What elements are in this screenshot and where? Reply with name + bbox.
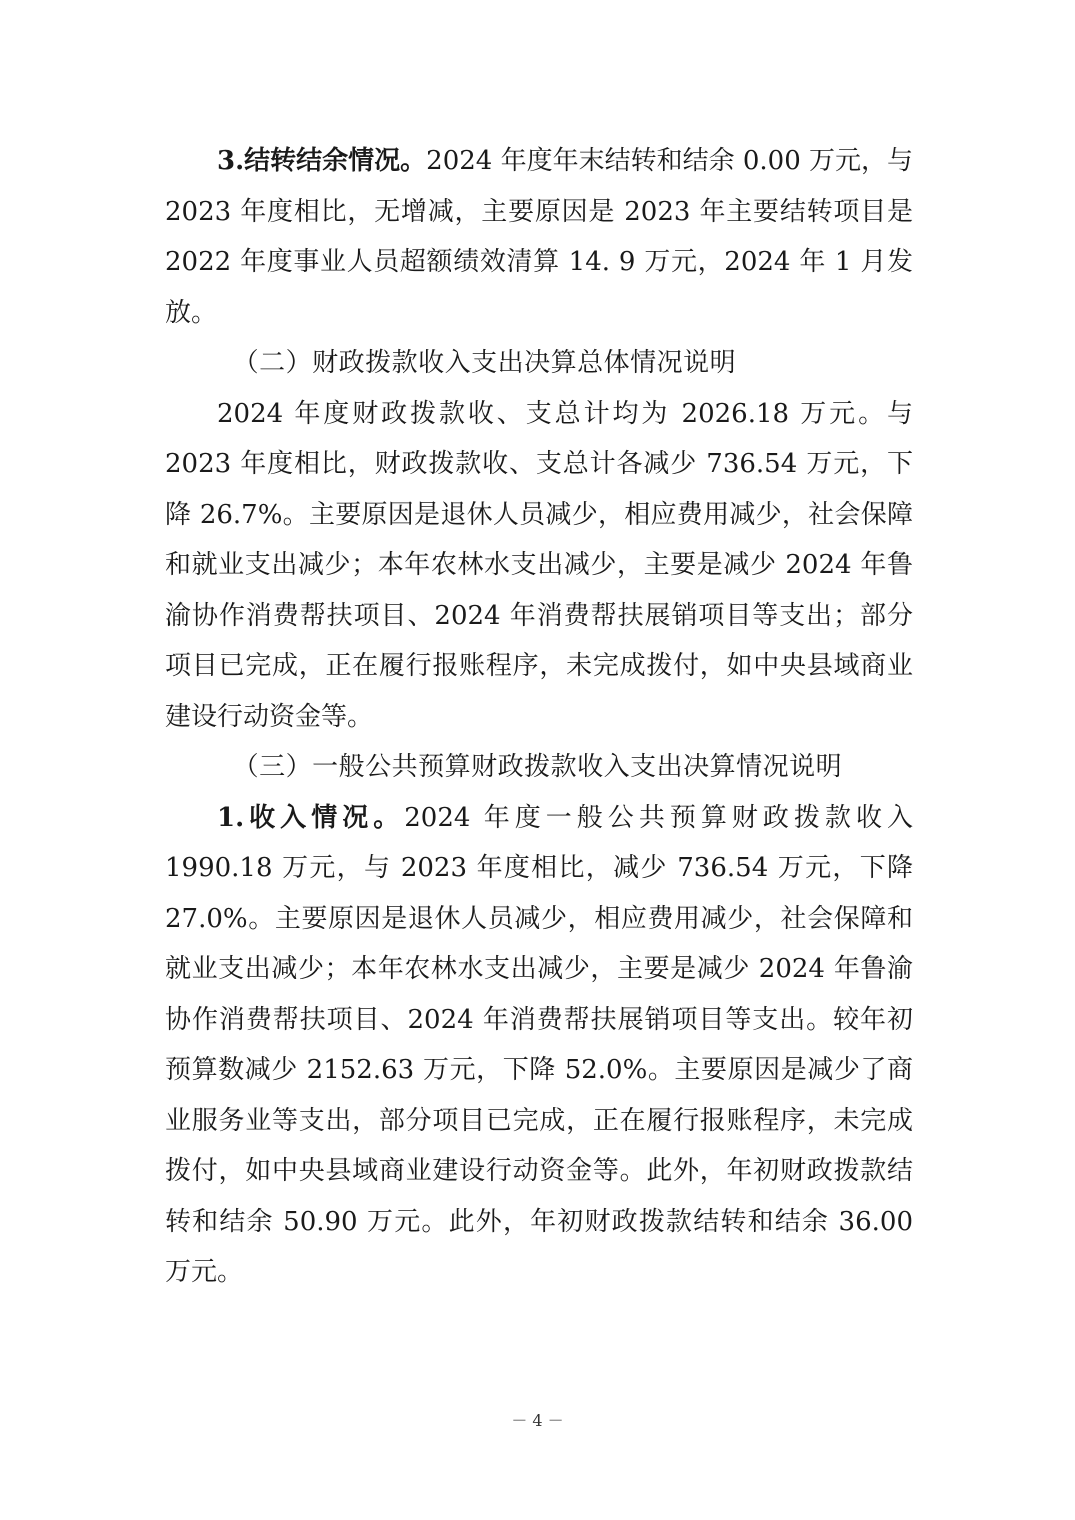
page-number: － 4 － xyxy=(511,1411,564,1430)
paragraph-lead: 3.结转结余情况。 xyxy=(217,146,427,176)
paragraph-income-situation xyxy=(165,793,913,1298)
section-heading-3: （三）一般公共预算财政拨款收入支出决算情况说明 xyxy=(232,752,843,782)
paragraph-text: 2024 年度年末结转和结余 0.00 万元，与 2023 年度相比，无增减，主要原因是 2023 年主要结转项目是 2022 年度事业人员超额绩效清算 14. 9 万元，2024 年 1 月发放。 xyxy=(165,146,914,328)
paragraph-lead: 1.收入情况。 xyxy=(217,802,405,833)
document-body xyxy=(165,136,913,1298)
paragraph-carryover-balance xyxy=(165,136,913,338)
paragraph-fiscal-overall xyxy=(165,389,913,743)
paragraph-text: 2024 年度财政拨款收、支总计均为 2026.18 万元。与 2023 年度相比，财政拨款收、支总计各减少 736.54 万元，下降 26.7%。主要原因是退休人员减少，相应费用减少，社会保障和就业支出减少；本年农林水支出减少，主要是减少 2024 年鲁渝协作消费帮扶项目、2024 年消费帮扶展销项目等支出；部分项目已完成，正在履行报账程序，未完成拨付，如中央县域商业建设行动资金等。 xyxy=(165,398,913,732)
paragraph-text: 2024 年度一般公共预算财政拨款收入 1990.18 万元，与 2023 年度相比，减少 736.54 万元，下降 27.0%。主要原因是退休人员减少，相应费用减少，社会保障和就业支出减少；本年农林水支出减少，主要是减少 2024 年鲁渝协作消费帮扶项目、2024 年消费帮扶展销项目等支出。较年初预算数减少 2152.63 万元，下降 52.0%。主要原因是减少了商业服务业等支出，部分项目已完成，正在履行报账程序，未完成拨付，如中央县域商业建设行动资金等。此外，年初财政拨款结转和结余 50.90 万元。此外，年初财政拨款结转和结余 36.00 万元。 xyxy=(165,802,913,1287)
section-heading-2: （二）财政拨款收入支出决算总体情况说明 xyxy=(232,348,737,378)
